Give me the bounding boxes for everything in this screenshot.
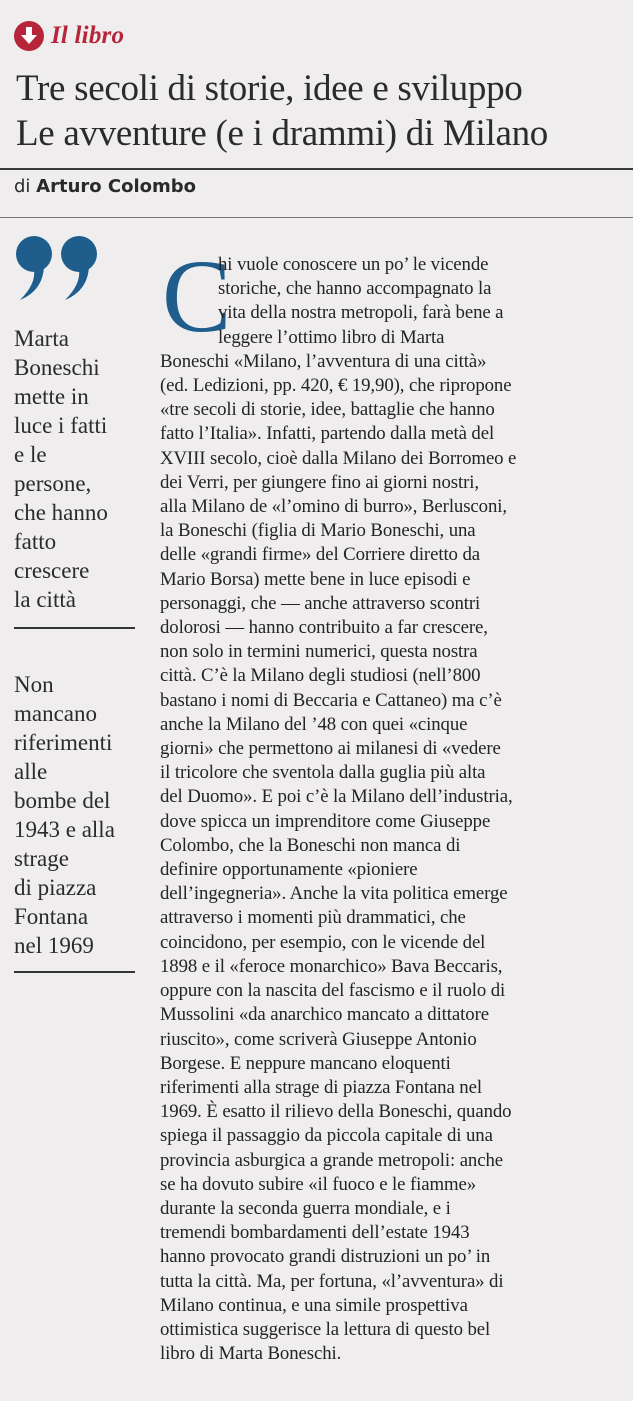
article-line: se ha dovuto subire «il fuoco e le fiamme»	[160, 1173, 477, 1195]
article-line: coincidono, per esempio, con le vicende del	[160, 931, 486, 953]
article-line: dei Verri, per giungere fino ai giorni nostri,	[160, 471, 479, 493]
pullquote-line: Marta	[14, 326, 69, 351]
pullquote-line: la città	[14, 587, 76, 612]
headline	[16, 66, 621, 156]
pullquote-line: nel 1969	[14, 933, 94, 958]
download-arrow-icon	[14, 21, 44, 51]
pullquote-1-rule	[14, 627, 135, 629]
article-line: personaggi, che — anche attraverso scontri	[160, 592, 481, 614]
pullquote-line: mancano	[14, 701, 98, 726]
byline-author: Arturo Colombo	[36, 176, 197, 197]
article-line: Milano continua, e una simile prospettiva	[160, 1294, 468, 1316]
article-line: la Boneschi (figlia di Mario Boneschi, una	[160, 520, 476, 542]
headline-line-1: Tre secoli di storie, idee e sviluppo	[16, 68, 523, 109]
article-line: oppure con la nascita del fascismo e il ruolo di	[160, 980, 506, 1002]
article-line: Mussolini «da anarchico mancato a dittatore	[160, 1004, 489, 1026]
pullquote-line: mette in	[14, 384, 89, 409]
article-line: fatto l’Italia». Infatti, partendo dalla metà del	[160, 423, 495, 445]
pullquote-2	[14, 670, 139, 960]
article-line: hanno provocato grandi distruzioni un po’ in	[160, 1246, 491, 1268]
article-line: hi vuole conoscere un po’ le vicende	[218, 254, 489, 275]
pullquote-line: crescere	[14, 558, 90, 583]
article-line: Boneschi «Milano, l’avventura di una città»	[160, 350, 487, 372]
pullquote-line: alle	[14, 759, 48, 784]
pullquote-1	[14, 324, 139, 614]
article-line: 1898 e il «feroce monarchico» Bava Beccaris,	[160, 955, 503, 977]
article-line: attraverso i momenti più drammatici, che	[160, 907, 466, 929]
article-body	[160, 253, 622, 1366]
byline-prefix: di	[14, 176, 31, 197]
article-line: tremendi bombardamenti dell’estate 1943	[160, 1222, 470, 1244]
byline-divider	[0, 217, 633, 218]
article-line: delle «grandi firme» del Corriere diretto da	[160, 544, 480, 566]
article-line: giorni» che permettono ai milanesi di «vedere	[160, 738, 501, 760]
pullquote-line: Non	[14, 672, 54, 697]
article-line: vita della nostra metropoli, farà bene a	[218, 302, 504, 324]
article-line: storiche, che hanno accompagnato la	[218, 278, 492, 300]
article-line: (ed. Ledizioni, pp. 420, € 19,90), che ripropone	[160, 375, 512, 397]
drop-cap: C	[162, 239, 232, 354]
article-line: spiega il passaggio da piccola capitale di una	[160, 1125, 493, 1147]
pullquote-line: Boneschi	[14, 355, 100, 380]
byline	[14, 176, 196, 197]
article-line: anche la Milano del ’48 con quei «cinque	[160, 713, 468, 735]
article-line: il tricolore che sventola dalla guglia più alta	[160, 762, 486, 784]
article-line: dove spicca un imprenditore come Giuseppe	[160, 810, 491, 832]
article-line: bastano i nomi di Beccaria e Cattaneo) ma c’è	[160, 689, 502, 711]
quote-mark-icon	[14, 234, 104, 308]
section-header	[14, 20, 124, 52]
article-line: del Duomo». E poi c’è la Milano dell’industria,	[160, 786, 513, 808]
article-line: Borgese. E neppure mancano eloquenti	[160, 1052, 451, 1074]
article-line: «tre secoli di storie, idee, battaglie che hanno	[160, 399, 495, 421]
article-line: dolorosi — hanno contribuito a far crescere,	[160, 617, 488, 639]
pullquote-line: bombe del	[14, 788, 111, 813]
article-line: Mario Borsa) mette bene in luce episodi e	[160, 568, 471, 590]
pullquote-line: persone,	[14, 471, 92, 496]
article-line: riuscito», come scriverà Giuseppe Antonio	[160, 1028, 477, 1050]
article-line: definire opportunamente «pioniere	[160, 859, 418, 881]
article-line: riferimenti alla strage di piazza Fontana nel	[160, 1076, 482, 1098]
article-line: provincia asburgica a grande metropoli: anche	[160, 1149, 503, 1171]
article-line: XVIII secolo, cioè dalla Milano dei Borromeo e	[160, 447, 517, 469]
headline-line-2: Le avventure (e i drammi) di Milano	[16, 113, 548, 154]
article-line: leggere l’ottimo libro di Marta	[218, 326, 445, 348]
article-line: dell’ingegneria». Anche la vita politica emerge	[160, 883, 508, 905]
pullquote-line: luce i fatti	[14, 413, 108, 438]
pullquote-line: di piazza	[14, 875, 97, 900]
pullquote-line: che hanno	[14, 500, 108, 525]
article-line: durante la seconda guerra mondiale, e i	[160, 1197, 451, 1219]
pullquote-2-rule	[14, 971, 135, 973]
article-line: Colombo, che la Boneschi non manca di	[160, 834, 461, 856]
pullquote-line: strage	[14, 846, 69, 871]
pullquote-line: fatto	[14, 529, 57, 554]
article-line: libro di Marta Boneschi.	[160, 1343, 342, 1365]
article-line: alla Milano de «l’omino di burro», Berlusconi,	[160, 496, 507, 518]
pullquote-line: e le	[14, 442, 47, 467]
pullquote-line: 1943 e alla	[14, 817, 115, 842]
article-line: ottimistica suggerisce la lettura di questo bel	[160, 1318, 491, 1340]
pullquote-line: riferimenti	[14, 730, 113, 755]
article-line: non solo in termini numerici, questa nostra	[160, 641, 478, 663]
pullquote-line: Fontana	[14, 904, 89, 929]
article-line: tutta la città. Ma, per fortuna, «l’avventura» di	[160, 1270, 504, 1292]
article-line: città. C’è la Milano degli studiosi (nell’800	[160, 665, 481, 687]
headline-divider	[0, 168, 633, 170]
section-label: Il libro	[51, 22, 125, 49]
article-line: 1969. È esatto il rilievo della Boneschi, quando	[160, 1101, 512, 1123]
